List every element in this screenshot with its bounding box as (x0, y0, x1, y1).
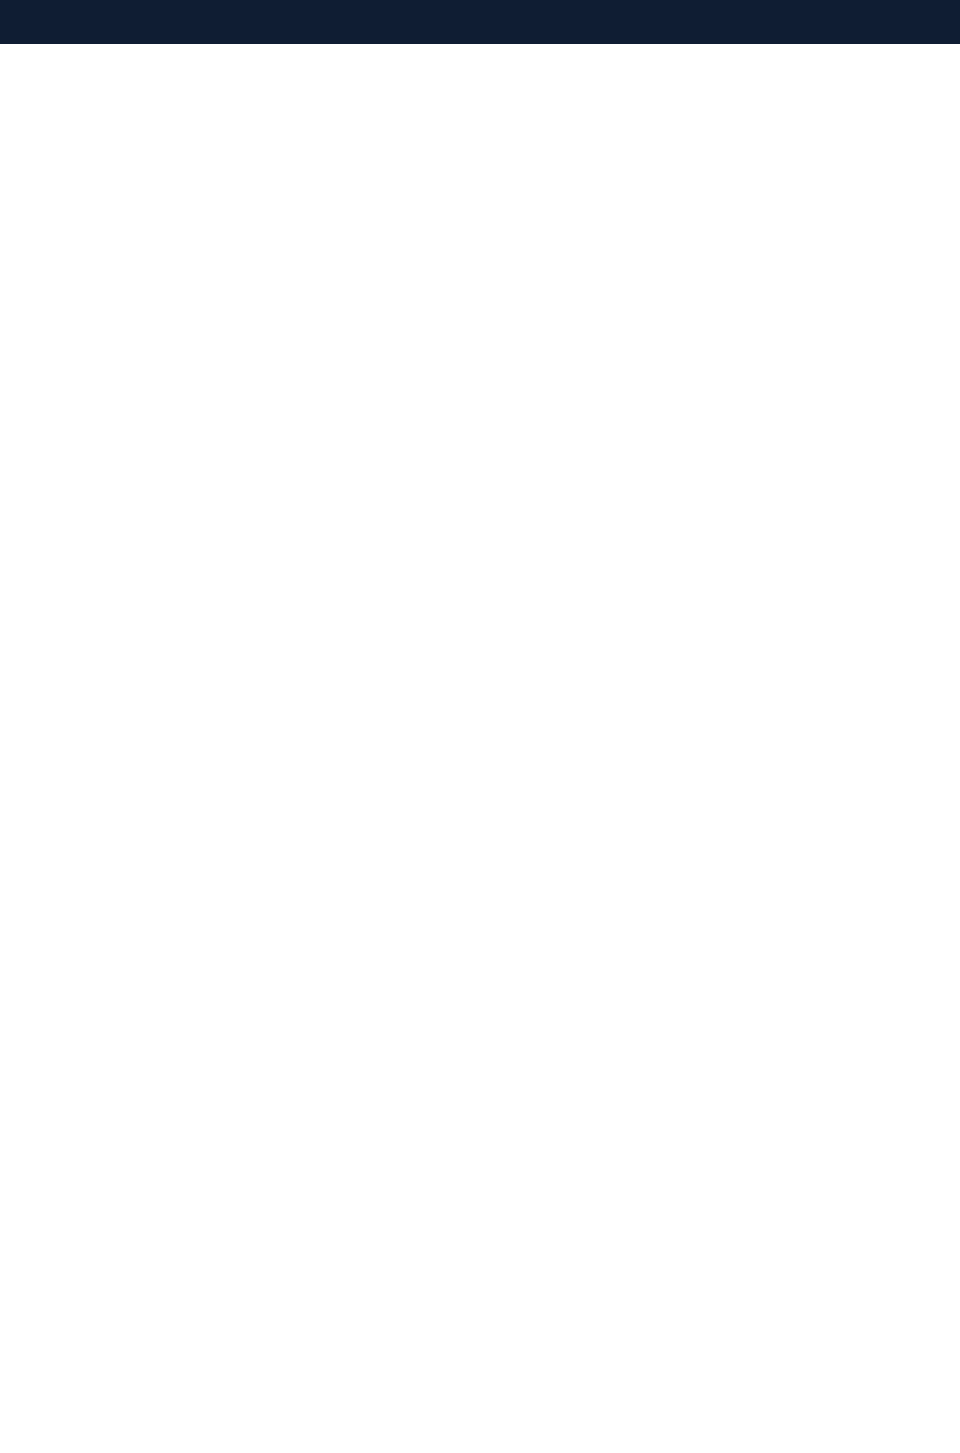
page-header (0, 0, 960, 44)
